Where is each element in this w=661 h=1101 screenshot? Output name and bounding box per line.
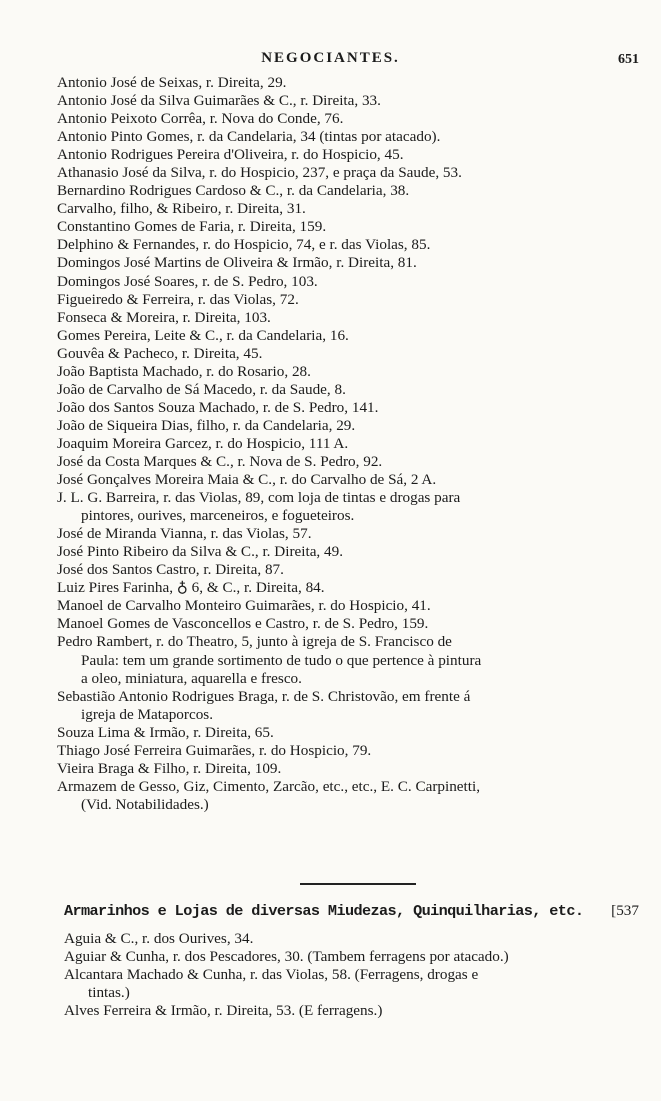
list-item: [57, 236, 639, 254]
entry-text: Luiz Pires Farinha, ♁ 6, & C., r. Direita, 84.: [57, 579, 325, 597]
entry-text: Aguiar & Cunha, r. dos Pescadores, 30. (Tambem ferragens por atacado.): [64, 948, 509, 966]
entry-text: Pedro Rambert, r. do Theatro, 5, junto à igreja de S. Francisco de: [57, 633, 452, 651]
list-item: [57, 778, 639, 814]
list-item: [57, 273, 639, 291]
list-item: [57, 164, 639, 182]
list-item: [57, 200, 639, 218]
section-heading: [64, 902, 639, 920]
entry-text: Gomes Pereira, Leite & C., r. da Candelaria, 16.: [57, 326, 349, 344]
page-number: 651: [618, 52, 639, 67]
entry-text: Joaquim Moreira Garcez, r. do Hospicio, 111 A.: [57, 434, 349, 452]
entry-continuation: a oleo, miniatura, aquarella e fresco.: [81, 669, 302, 687]
page-header: [0, 50, 661, 70]
entry-continuation: Paula: tem um grande sortimento de tudo o que pertence à pintura: [81, 651, 482, 669]
list-item: [57, 110, 639, 128]
list-item: [57, 633, 639, 687]
entry-text: Antonio Peixoto Corrêa, r. Nova do Conde, 76.: [57, 110, 344, 128]
list-item: [57, 128, 639, 146]
list-item: [64, 948, 639, 966]
list-item: [57, 543, 639, 561]
shop-list: [64, 930, 639, 1020]
list-item: [57, 724, 639, 742]
entry-continuation: tintas.): [88, 984, 130, 1002]
list-item: [57, 254, 639, 272]
list-item: [57, 363, 639, 381]
list-item: [57, 579, 639, 597]
entry-text: Figueiredo & Ferreira, r. das Violas, 72.: [57, 290, 299, 308]
entry-text: Manoel Gomes de Vasconcellos e Castro, r. de S. Pedro, 159.: [57, 615, 429, 633]
entry-continuation: pintores, ourives, marceneiros, e fogueteiros.: [81, 507, 355, 525]
entry-text: Antonio José de Seixas, r. Direita, 29.: [57, 74, 287, 91]
entry-text: João de Carvalho de Sá Macedo, r. da Saude, 8.: [57, 380, 346, 398]
entry-text: J. L. G. Barreira, r. das Violas, 89, com loja de tintas e drogas para: [57, 489, 461, 507]
entry-text: Carvalho, filho, & Ribeiro, r. Direita, 31.: [57, 200, 306, 218]
entry-text: João de Siqueira Dias, filho, r. da Candelaria, 29.: [57, 416, 356, 434]
entry-text: Antonio Rodrigues Pereira d'Oliveira, r. do Hospicio, 45.: [57, 146, 404, 164]
list-item: [57, 146, 639, 164]
entry-continuation: igreja de Mataporcos.: [81, 705, 213, 723]
entry-text: Delphino & Fernandes, r. do Hospicio, 74, e r. das Violas, 85.: [57, 236, 431, 254]
list-item: [57, 760, 639, 778]
list-item: [57, 74, 639, 92]
entry-text: João Baptista Machado, r. do Rosario, 28.: [57, 362, 311, 380]
entry-text: Alcantara Machado & Cunha, r. das Violas, 58. (Ferragens, drogas e: [64, 966, 479, 984]
entry-text: Domingos José Soares, r. de S. Pedro, 103.: [57, 272, 318, 290]
entry-text: Armazem de Gesso, Giz, Cimento, Zarcão, etc., etc., E. C. Carpinetti,: [57, 777, 481, 795]
entry-text: José Gonçalves Moreira Maia & C., r. do Carvalho de Sá, 2 A.: [57, 471, 437, 489]
list-item: [64, 966, 639, 1002]
list-item: [57, 561, 639, 579]
entry-text: Domingos José Martins de Oliveira & Irmão, r. Direita, 81.: [57, 254, 417, 272]
list-item: [57, 218, 639, 236]
entry-text: Gouvêa & Pacheco, r. Direita, 45.: [57, 344, 263, 362]
entry-text: Constantino Gomes de Faria, r. Direita, 159.: [57, 218, 327, 236]
list-item: [64, 930, 639, 948]
entry-text: José da Costa Marques & C., r. Nova de S. Pedro, 92.: [57, 452, 383, 470]
list-item: [57, 345, 639, 363]
list-item: [57, 327, 639, 345]
list-item: [57, 525, 639, 543]
entry-text: João dos Santos Souza Machado, r. de S. Pedro, 141.: [57, 398, 379, 416]
entry-text: Souza Lima & Irmão, r. Direita, 65.: [57, 723, 274, 741]
list-item: [64, 1002, 639, 1020]
entry-text: José dos Santos Castro, r. Direita, 87.: [57, 561, 284, 579]
entry-text: Antonio José da Silva Guimarães & C., r. Direita, 33.: [57, 92, 381, 110]
list-item: [57, 742, 639, 760]
list-item: [57, 489, 639, 525]
entry-text: Antonio Pinto Gomes, r. da Candelaria, 34 (tintas por atacado).: [57, 128, 441, 146]
list-item: [57, 309, 639, 327]
page-title: NEGOCIANTES.: [261, 50, 400, 66]
list-item: [57, 399, 639, 417]
list-item: [57, 471, 639, 489]
entry-text: Vieira Braga & Filho, r. Direita, 109.: [57, 759, 282, 777]
entry-text: Thiago José Ferreira Guimarães, r. do Hospicio, 79.: [57, 741, 372, 759]
entry-text: José de Miranda Vianna, r. das Violas, 57.: [57, 525, 312, 543]
list-item: [57, 291, 639, 309]
list-item: [57, 453, 639, 471]
list-item: [57, 92, 639, 110]
section-divider: [300, 883, 416, 885]
entry-text: Manoel de Carvalho Monteiro Guimarães, r. do Hospicio, 41.: [57, 597, 431, 615]
entry-text: José Pinto Ribeiro da Silva & C., r. Direita, 49.: [57, 543, 344, 561]
entry-continuation: (Vid. Notabilidades.): [81, 795, 209, 813]
entry-text: Fonseca & Moreira, r. Direita, 103.: [57, 308, 271, 326]
list-item: [57, 597, 639, 615]
list-item: [57, 182, 639, 200]
entry-text: Sebastião Antonio Rodrigues Braga, r. de S. Christovão, em frente á: [57, 687, 471, 705]
entry-text: Athanasio José da Silva, r. do Hospicio, 237, e praça da Saude, 53.: [57, 164, 462, 182]
section-heading-text: Armarinhos e Lojas de diversas Miudezas, Quinquilharias, etc.: [64, 902, 584, 920]
list-item: [57, 688, 639, 724]
list-item: [57, 417, 639, 435]
list-item: [57, 615, 639, 633]
entry-text: Aguia & C., r. dos Ourives, 34.: [64, 930, 254, 947]
list-item: [57, 381, 639, 399]
section-code: [537: [611, 902, 639, 919]
entry-text: Bernardino Rodrigues Cardoso & C., r. da Candelaria, 38.: [57, 182, 410, 200]
merchant-list: [57, 74, 639, 814]
list-item: [57, 435, 639, 453]
entry-text: Alves Ferreira & Irmão, r. Direita, 53. (E ferragens.): [64, 1002, 383, 1020]
